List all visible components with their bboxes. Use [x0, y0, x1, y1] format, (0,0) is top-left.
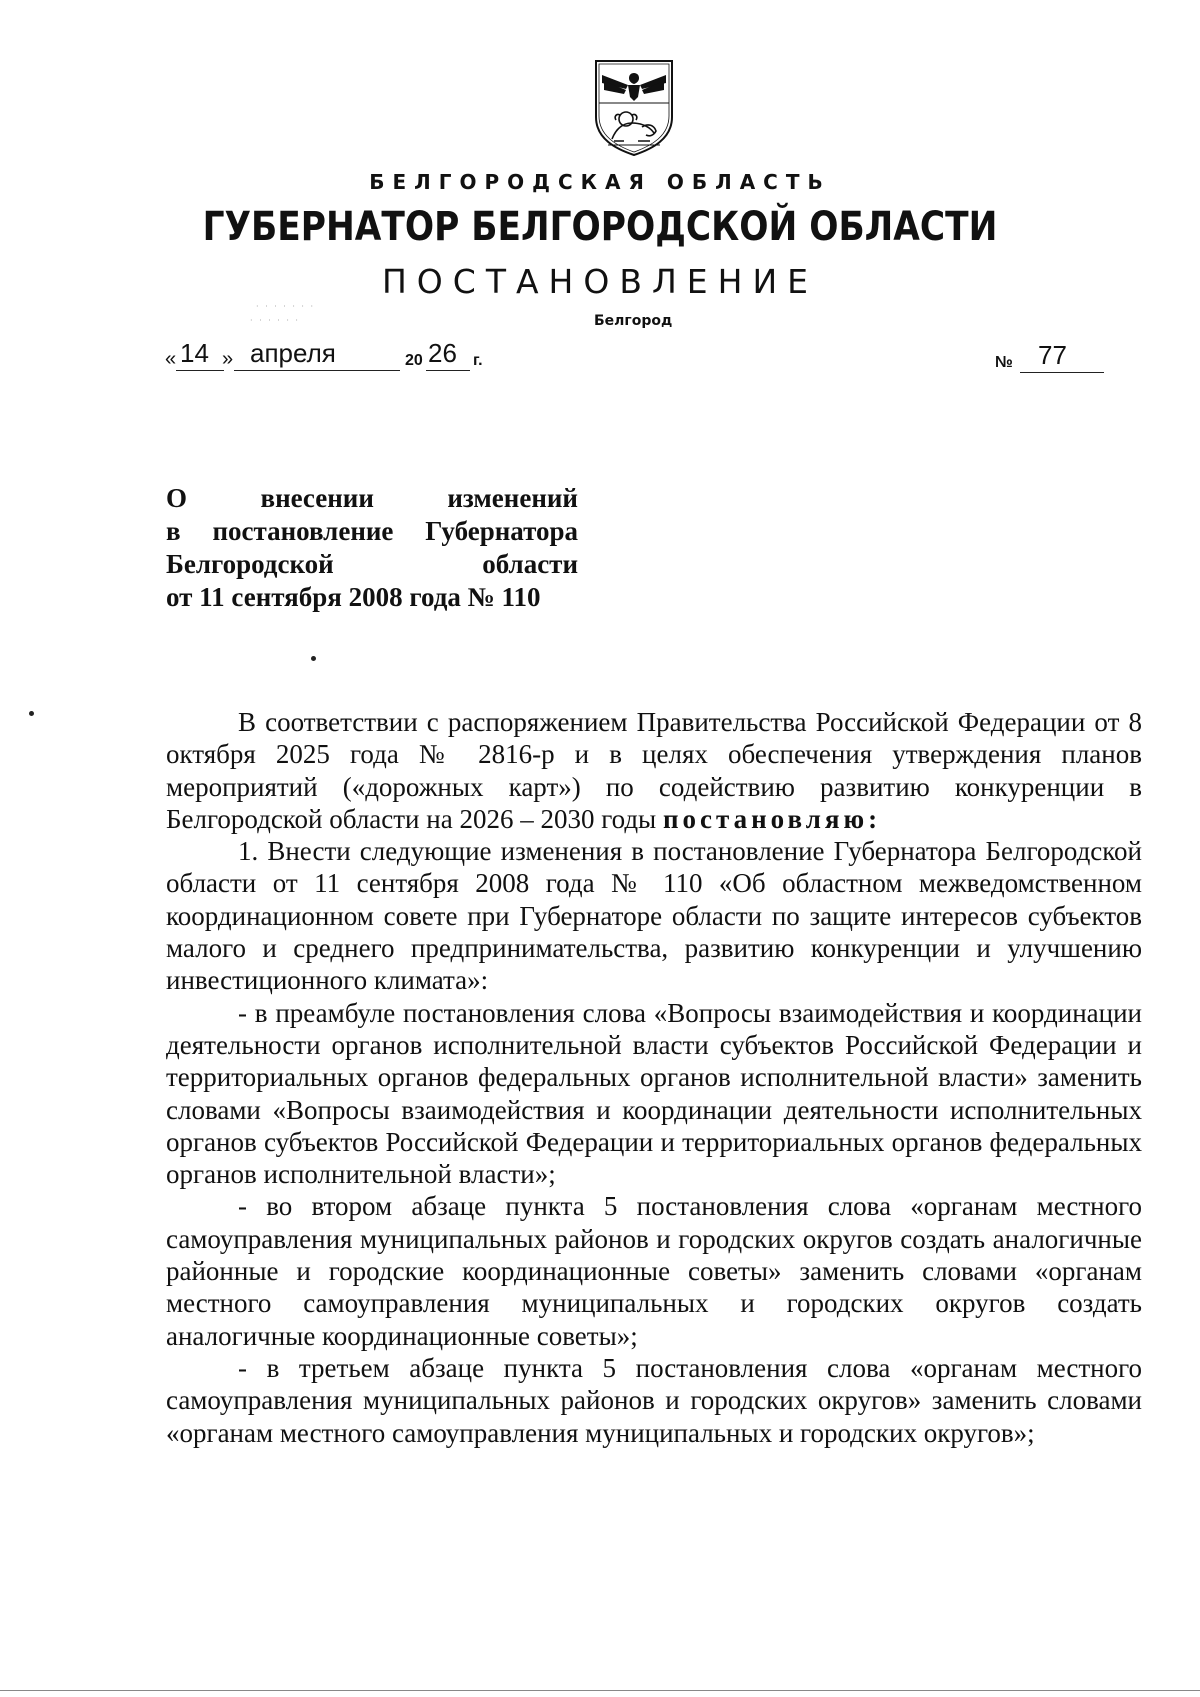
scan-dot [29, 711, 34, 716]
subject-line: от 11 сентября 2008 года № 110 [166, 582, 541, 612]
coat-of-arms-icon [590, 57, 678, 157]
date-close-quote: » [222, 348, 234, 370]
body-paragraph: В соответствии с распоряжением Правительства Российской Федерации от 8 октября 2025 года № 2816-р и в целях обеспечения утверждения планов мероприятий («дорожных карт») по содействию развитию конкуренции в Белгородской области на 2026 – 2030 годы постановляю: [166, 707, 1142, 834]
region-title: БЕЛГОРОДСКАЯ ОБЛАСТЬ [369, 170, 831, 194]
document-type: ПОСТАНОВЛЕНИЕ [381, 262, 818, 301]
scan-speck: · · · · · · · [256, 302, 316, 311]
document-body [166, 706, 1142, 1449]
date-open-quote: « [165, 348, 177, 370]
scan-speck: · · · · · · [250, 316, 300, 325]
body-paragraph: - в преамбуле постановления слова «Вопросы взаимодействия и координации деятельности органов исполнительной власти субъектов Российской Федерации и территориальных органов федеральных органов исполнительной власти» заменить словами «Вопросы взаимодействия и координации деятельности исполнительных органов субъектов Российской Федерации и территориальных органов федеральных органов исполнительной власти»; [166, 997, 1142, 1190]
scan-dot [311, 656, 316, 661]
number-underline [1020, 372, 1104, 373]
date-day: 14 [180, 338, 209, 368]
authority-title: ГУБЕРНАТОР БЕЛГОРОДСКОЙ ОБЛАСТИ [202, 204, 998, 250]
date-year-mark: г. [473, 352, 483, 369]
document-number: 77 [1038, 340, 1067, 370]
document-subject [166, 482, 578, 614]
subject-line: О внесении изменений [166, 483, 578, 513]
scan-edge [0, 1690, 1200, 1691]
date-month: апреля [250, 338, 336, 368]
city-label: Белгород [594, 313, 673, 329]
body-paragraph: - в третьем абзаце пункта 5 постановления слова «органам местного самоуправления муниципальных районов и городских округов» заменить словами «органам местного самоуправления муниципальных и городских округов»; [166, 1352, 1142, 1448]
date-century: 20 [405, 352, 423, 369]
subject-line: в постановление Губернатора [166, 516, 578, 546]
number-label: № [995, 354, 1013, 371]
date-year-suffix: 26 [428, 338, 457, 368]
year-underline [426, 370, 470, 371]
body-paragraph: - во втором абзаце пункта 5 постановления слова «органам местного самоуправления муниципальных районов и городских округов создать аналогичные районные и городские координационные советы» заменить словами «органам местного самоуправления муниципальных и городских округов создать аналогичные координационные советы»; [166, 1191, 1142, 1351]
day-underline [176, 370, 224, 371]
subject-line: Белгородской области [166, 549, 578, 579]
month-underline [234, 370, 400, 371]
operative-word: постановляю: [662, 803, 882, 834]
body-paragraph: 1. Внести следующие изменения в постановление Губернатора Белгородской области от 11 сентября 2008 года № 110 «Об областном межведомственном координационном совете при Губернаторе области по защите интересов субъектов малого и среднего предпринимательства, развитию конкуренции и улучшению инвестиционного климата»: [166, 836, 1142, 996]
